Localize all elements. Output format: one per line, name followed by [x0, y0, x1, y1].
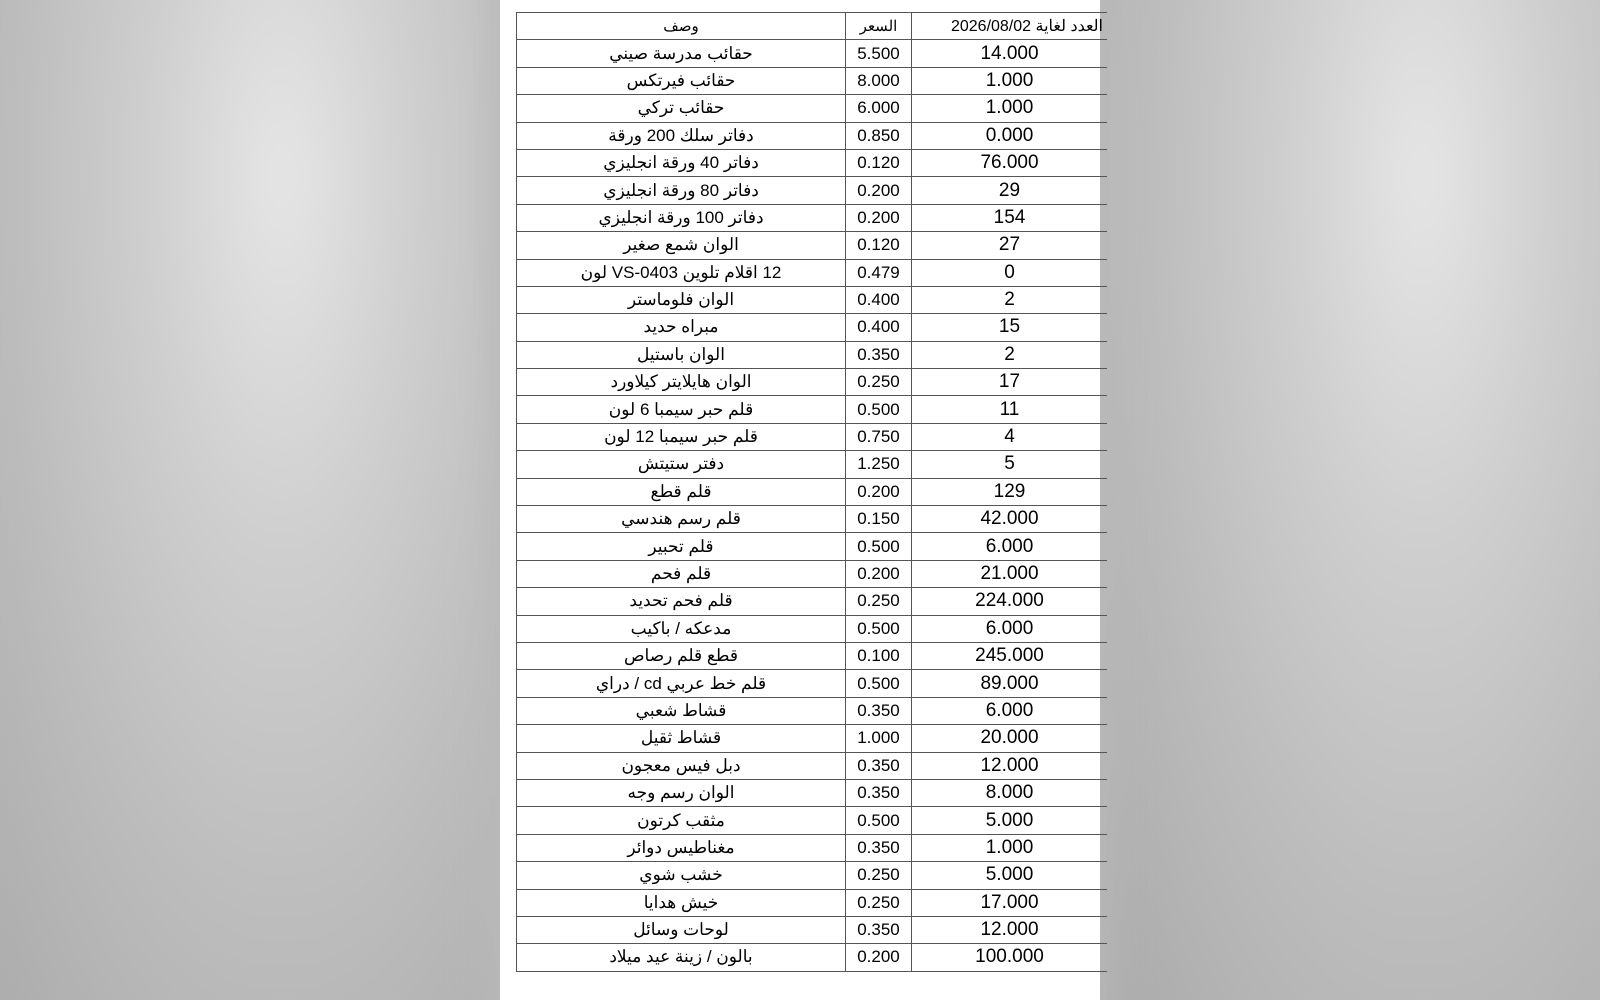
table-row — [517, 588, 1108, 615]
cell-price: 0.500 — [846, 396, 912, 423]
cell-price: 1.250 — [846, 451, 912, 478]
document-page — [500, 0, 1103, 1000]
cell-quantity: 89.000 — [912, 670, 1108, 697]
table-row — [517, 451, 1108, 478]
cell-description: قلم قطع — [517, 478, 846, 505]
cell-quantity: 5 — [912, 451, 1108, 478]
cell-description: قلم فحم تحديد — [517, 588, 846, 615]
cell-quantity: 154 — [912, 204, 1108, 231]
cell-price: 0.200 — [846, 478, 912, 505]
cell-quantity: 29 — [912, 177, 1108, 204]
cell-price: 0.200 — [846, 204, 912, 231]
table-row — [517, 916, 1108, 943]
cell-description: الوان باستيل — [517, 341, 846, 368]
table-row — [517, 889, 1108, 916]
cell-price: 8.000 — [846, 67, 912, 94]
cell-price: 5.500 — [846, 40, 912, 67]
table-row — [517, 506, 1108, 533]
table-row — [517, 204, 1108, 231]
table-row — [517, 67, 1108, 94]
cell-description: خشب شوي — [517, 862, 846, 889]
blurred-background-left — [0, 0, 490, 1000]
header-price: السعر — [846, 13, 912, 40]
cell-price: 0.200 — [846, 560, 912, 587]
blurred-background-right — [1110, 0, 1600, 1000]
table-row — [517, 40, 1108, 67]
cell-description: الوان فلوماستر — [517, 286, 846, 313]
cell-description: 12 اقلام تلوين VS-0403 لون — [517, 259, 846, 286]
cell-quantity: 12.000 — [912, 752, 1108, 779]
cell-quantity: 11 — [912, 396, 1108, 423]
table-row — [517, 725, 1108, 752]
cell-description: قلم حبر سيمبا 6 لون — [517, 396, 846, 423]
cell-description: دفاتر سلك 200 ورقة — [517, 122, 846, 149]
cell-quantity: 76.000 — [912, 149, 1108, 176]
cell-price: 0.120 — [846, 149, 912, 176]
cell-quantity: 1.000 — [912, 67, 1108, 94]
cell-price: 0.400 — [846, 314, 912, 341]
cell-description: حقائب تركي — [517, 95, 846, 122]
table-row — [517, 396, 1108, 423]
cell-description: الوان رسم وجه — [517, 779, 846, 806]
cell-price: 0.200 — [846, 944, 912, 971]
table-row — [517, 560, 1108, 587]
cell-description: مغناطيس دوائر — [517, 834, 846, 861]
cell-quantity: 2 — [912, 286, 1108, 313]
cell-price: 0.200 — [846, 177, 912, 204]
table-row — [517, 232, 1108, 259]
cell-quantity: 17 — [912, 369, 1108, 396]
table-row — [517, 670, 1108, 697]
table-header-row — [517, 13, 1108, 40]
cell-price: 0.250 — [846, 588, 912, 615]
cell-description: قطع قلم رصاص — [517, 642, 846, 669]
table-row — [517, 341, 1108, 368]
table-row — [517, 834, 1108, 861]
cell-description: دفاتر 100 ورقة انجليزي — [517, 204, 846, 231]
cell-quantity: 8.000 — [912, 779, 1108, 806]
cell-description: قلم تحبير — [517, 533, 846, 560]
table-row — [517, 95, 1108, 122]
cell-description: دبل فيس معجون — [517, 752, 846, 779]
cell-quantity: 5.000 — [912, 807, 1108, 834]
cell-price: 0.350 — [846, 752, 912, 779]
cell-quantity: 224.000 — [912, 588, 1108, 615]
cell-description: مبراه حديد — [517, 314, 846, 341]
cell-description: دفتر ستيتش — [517, 451, 846, 478]
table-row — [517, 478, 1108, 505]
cell-description: دفاتر 40 ورقة انجليزي — [517, 149, 846, 176]
cell-quantity: 5.000 — [912, 862, 1108, 889]
cell-quantity: 129 — [912, 478, 1108, 505]
cell-price: 0.500 — [846, 533, 912, 560]
cell-quantity: 245.000 — [912, 642, 1108, 669]
cell-quantity: 4 — [912, 423, 1108, 450]
cell-description: الوان هايلايتر كيلاورد — [517, 369, 846, 396]
cell-description: خيش هدايا — [517, 889, 846, 916]
cell-quantity: 6.000 — [912, 697, 1108, 724]
cell-quantity: 6.000 — [912, 533, 1108, 560]
cell-description: حقائب فيرتكس — [517, 67, 846, 94]
cell-quantity: 2 — [912, 341, 1108, 368]
cell-quantity: 27 — [912, 232, 1108, 259]
cell-price: 0.500 — [846, 615, 912, 642]
cell-description: قلم فحم — [517, 560, 846, 587]
price-table — [516, 12, 1107, 972]
cell-price: 0.350 — [846, 916, 912, 943]
cell-quantity: 0.000 — [912, 122, 1108, 149]
cell-price: 0.120 — [846, 232, 912, 259]
table-row — [517, 533, 1108, 560]
cell-price: 0.350 — [846, 341, 912, 368]
cell-quantity: 15 — [912, 314, 1108, 341]
header-description: وصف — [517, 13, 846, 40]
table-row — [517, 862, 1108, 889]
table-row — [517, 779, 1108, 806]
cell-price: 6.000 — [846, 95, 912, 122]
cell-description: لوحات وسائل — [517, 916, 846, 943]
cell-description: قشاط شعبي — [517, 697, 846, 724]
cell-price: 0.500 — [846, 670, 912, 697]
cell-description: حقائب مدرسة صيني — [517, 40, 846, 67]
cell-quantity: 42.000 — [912, 506, 1108, 533]
table-row — [517, 177, 1108, 204]
cell-description: بالون / زينة عيد ميلاد — [517, 944, 846, 971]
cell-quantity: 100.000 — [912, 944, 1108, 971]
table-row — [517, 807, 1108, 834]
table-row — [517, 642, 1108, 669]
table-body — [517, 40, 1108, 971]
table-row — [517, 122, 1108, 149]
cell-price: 1.000 — [846, 725, 912, 752]
table-row — [517, 369, 1108, 396]
cell-quantity: 12.000 — [912, 916, 1108, 943]
cell-quantity: 21.000 — [912, 560, 1108, 587]
cell-price: 0.250 — [846, 862, 912, 889]
cell-price: 0.150 — [846, 506, 912, 533]
cell-price: 0.350 — [846, 834, 912, 861]
table-row — [517, 944, 1108, 971]
table-row — [517, 286, 1108, 313]
table-row — [517, 423, 1108, 450]
cell-quantity: 0 — [912, 259, 1108, 286]
cell-quantity: 1.000 — [912, 95, 1108, 122]
cell-description: الوان شمع صغير — [517, 232, 846, 259]
cell-price: 0.350 — [846, 697, 912, 724]
cell-description: قلم حبر سيمبا 12 لون — [517, 423, 846, 450]
cell-description: مدعكه / باكيب — [517, 615, 846, 642]
cell-price: 0.500 — [846, 807, 912, 834]
table-row — [517, 697, 1108, 724]
cell-price: 0.479 — [846, 259, 912, 286]
cell-price: 0.850 — [846, 122, 912, 149]
cell-quantity: 1.000 — [912, 834, 1108, 861]
cell-price: 0.400 — [846, 286, 912, 313]
cell-price: 0.250 — [846, 889, 912, 916]
cell-price: 0.750 — [846, 423, 912, 450]
cell-quantity: 6.000 — [912, 615, 1108, 642]
table-row — [517, 314, 1108, 341]
cell-quantity: 17.000 — [912, 889, 1108, 916]
table-row — [517, 149, 1108, 176]
cell-price: 0.250 — [846, 369, 912, 396]
cell-quantity: 20.000 — [912, 725, 1108, 752]
cell-description: قلم خط عربي cd / دراي — [517, 670, 846, 697]
table-row — [517, 259, 1108, 286]
cell-price: 0.350 — [846, 779, 912, 806]
cell-description: مثقب كرتون — [517, 807, 846, 834]
cell-description: دفاتر 80 ورقة انجليزي — [517, 177, 846, 204]
table-row — [517, 615, 1108, 642]
cell-price: 0.100 — [846, 642, 912, 669]
cell-description: قشاط ثقيل — [517, 725, 846, 752]
cell-quantity: 14.000 — [912, 40, 1108, 67]
cell-description: قلم رسم هندسي — [517, 506, 846, 533]
table-row — [517, 752, 1108, 779]
header-quantity: العدد لغاية 2026/08/02 — [912, 13, 1108, 40]
